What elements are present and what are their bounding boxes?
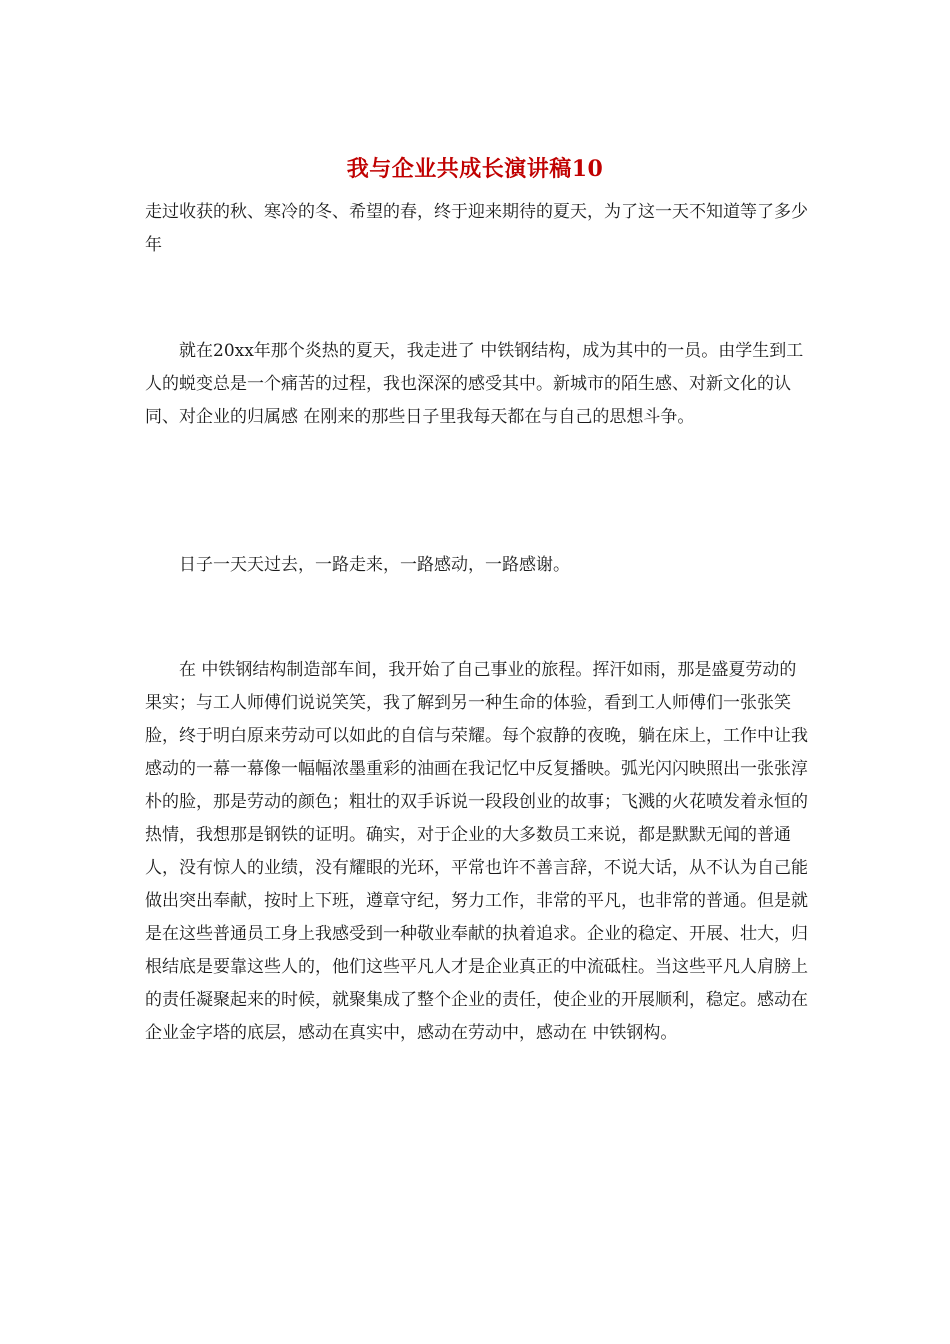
paragraph-intro: 走过收获的秋、寒冷的冬、希望的春，终于迎来期待的夏天，为了这一天不知道等了多少年 (145, 202, 808, 255)
paragraph-joining: 就在20xx年那个炎热的夏天，我走进了 中铁钢结构，成为其中的一员。由学生到工人的蜕变总是一个痛苦的过程，我也深深的感受其中。新城市的陌生感、对新文化的认同、对企业的归属感 在刚来的那些日子里我每天都在与自己的思想斗争。 (145, 341, 804, 427)
paragraph-workshop: 在 中铁钢结构制造部车间，我开始了自己事业的旅程。挥汗如雨，那是盛夏劳动的果实；与工人师傅们说说笑笑，我了解到另一种生命的体验，看到工人师傅们一张张笑脸，终于明白原来劳动可以如此的自信与荣耀。每个寂静的夜晚，躺在床上，工作中让我感动的一幕一幕像一幅幅浓墨重彩的油画在我记忆中反复播映。弧光闪闪映照出一张张淳朴的脸，那是劳动的颜色；粗壮的双手诉说一段段创业的故事；飞溅的火花喷发着永恒的热情，我想那是钢铁的证明。确实，对于企业的大多数员工来说，都是默默无闻的普通人，没有惊人的业绩，没有耀眼的光环，平常也许不善言辞，不说大话，从不认为自己能做出突出奉献，按时上下班，遵章守纪，努力工作，非常的平凡，也非常的普通。但是就是在这些普通员工身上我感受到一种敬业奉献的执着追求。企业的稳定、开展、壮大，归根结底是要靠这些人的，他们这些平凡人才是企业真正的中流砥柱。当这些平凡人肩膀上的责任凝聚起来的时候，就聚集成了整个企业的责任，使企业的开展顺利，稳定。感动在企业金字塔的底层，感动在真实中，感动在劳动中，感动在 中铁钢构。 (145, 660, 808, 1043)
document-title: 我与企业共成长演讲稿10 (346, 156, 604, 182)
paragraph-days-pass: 日子一天天过去，一路走来，一路感动，一路感谢。 (179, 555, 570, 575)
